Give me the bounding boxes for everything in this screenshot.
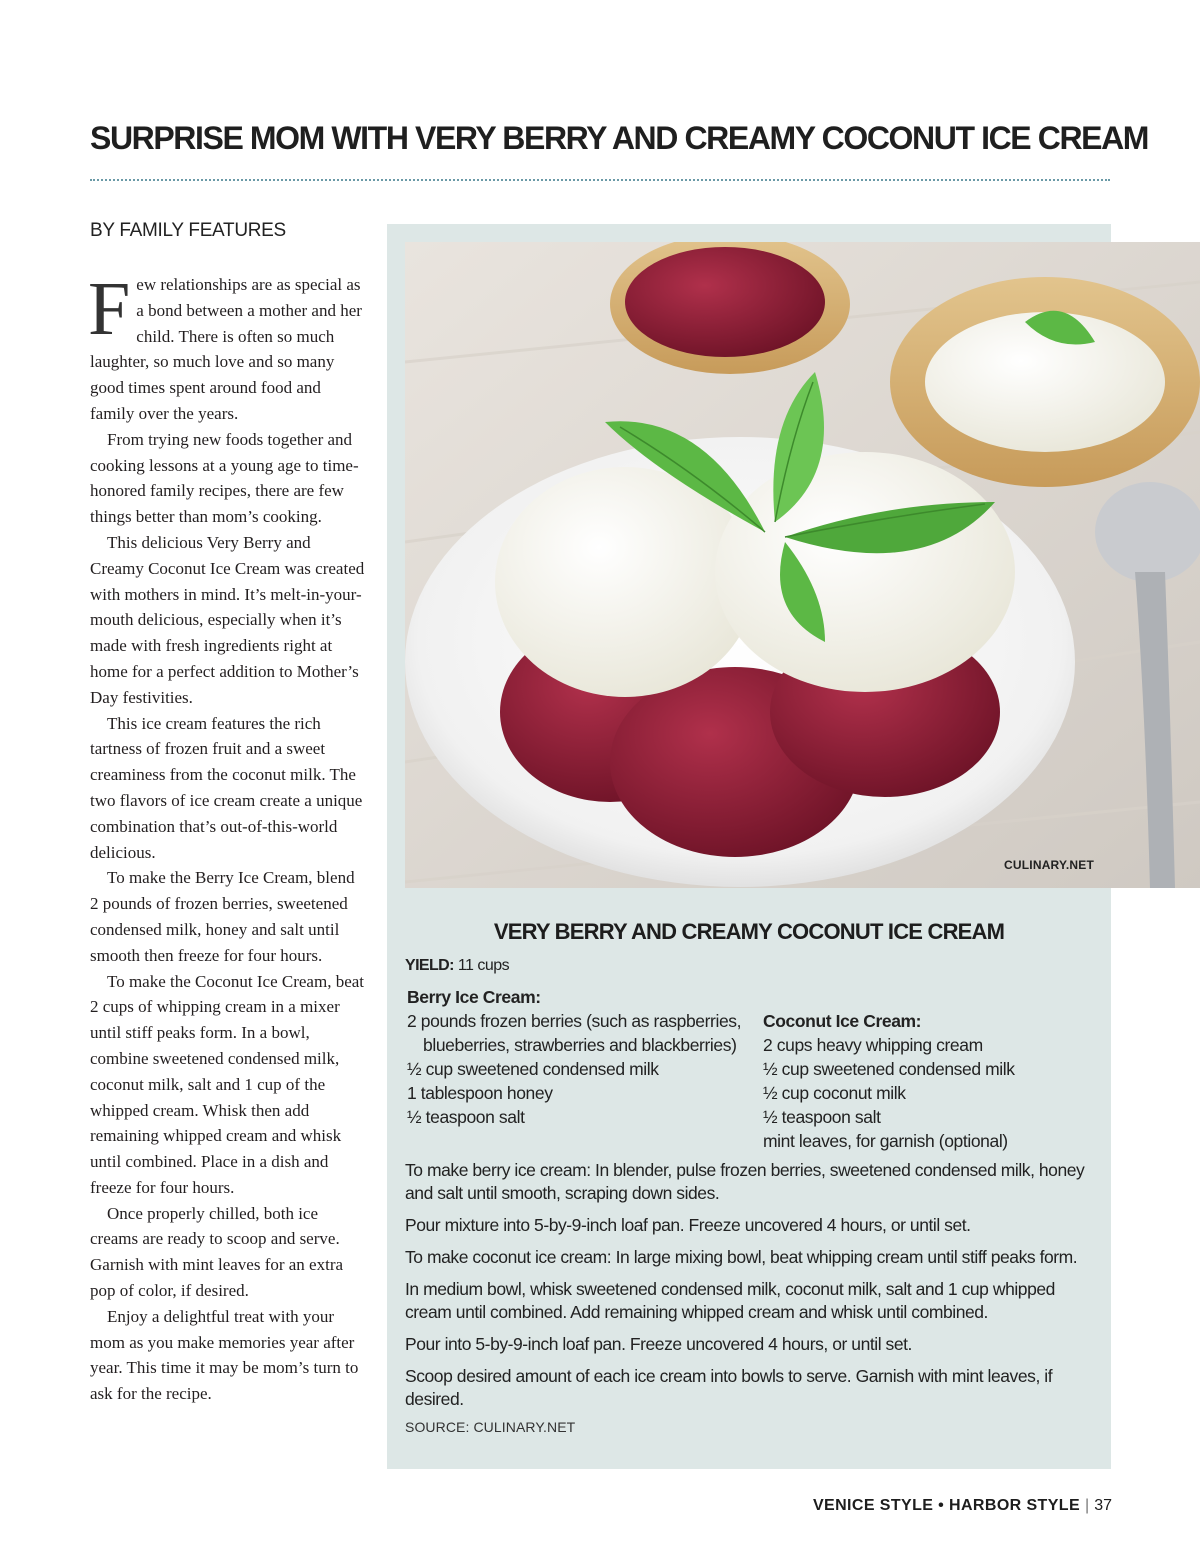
recipe-step: To make coconut ice cream: In large mixing bowl, beat whipping cream until stiff peaks form. <box>405 1247 1078 1267</box>
ingredient-item: mint leaves, for garnish (optional) <box>763 1131 1008 1151</box>
yield-value: 11 cups <box>457 957 510 974</box>
recipe-source: SOURCE: CULINARY.NET <box>405 1419 576 1435</box>
article-headline: SURPRISE MOM WITH VERY BERRY AND CREAMY COCONUT ICE CREAM <box>90 120 1149 156</box>
body-paragraph: To make the Berry Ice Cream, blend 2 pounds of frozen berries, sweetened condensed milk, honey and salt until smooth then freeze for four hours. <box>90 868 355 965</box>
byline: BY FAMILY FEATURES <box>90 220 286 241</box>
berry-heading: Berry Ice Cream: <box>407 987 541 1007</box>
recipe-title: VERY BERRY AND CREAMY COCONUT ICE CREAM <box>493 919 1005 944</box>
recipe-step: Scoop desired amount of each ice cream into bowls to serve. Garnish with mint leaves, if desired. <box>405 1366 1053 1409</box>
body-paragraph: From trying new foods together and cooking lessons at a young age to time-honored family recipes, there are few things better than mom’s cooking. <box>90 429 359 527</box>
ingredient-item: ½ cup sweetened condensed milk <box>763 1059 1015 1079</box>
coconut-ingredients <box>763 1009 1103 1153</box>
drop-cap: F <box>88 267 131 351</box>
yield-label: YIELD: <box>405 957 454 974</box>
publication-name: VENICE STYLE • HARBOR STYLE <box>812 1497 1081 1514</box>
page-folio <box>813 1497 1112 1515</box>
recipe-step: Pour into 5-by-9-inch loaf pan. Freeze uncovered 4 hours, or until set. <box>405 1334 912 1354</box>
body-paragraph: Few relationships are as special as a bond between a mother and her child. There is often so much laughter, so much love and so many good times spent around food and family over the years. <box>88 267 362 423</box>
page-number: 37 <box>1094 1497 1112 1514</box>
ingredient-item: 1 tablespoon honey <box>407 1083 553 1103</box>
ingredient-item: ½ cup sweetened condensed milk <box>407 1059 659 1079</box>
body-paragraph: This ice cream features the rich tartness of frozen fruit and a sweet creaminess from the coconut milk. The two flavors of ice cream create a unique combination that’s out-of-this-world delicious. <box>90 713 363 862</box>
recipe-yield <box>405 957 509 975</box>
photo-credit: CULINARY.NET <box>1004 858 1094 872</box>
folio-separator: | <box>1085 1497 1090 1514</box>
ingredient-item: ½ teaspoon salt <box>407 1107 525 1127</box>
ingredient-item: 2 cups heavy whipping cream <box>763 1035 983 1055</box>
headline-divider <box>90 179 1110 181</box>
ingredient-item: ½ cup coconut milk <box>763 1083 906 1103</box>
body-paragraph: Once properly chilled, both ice creams are ready to scoop and serve. Garnish with mint leaves for an extra pop of color, if desired. <box>90 1203 344 1301</box>
recipe-steps <box>405 1159 1105 1420</box>
body-paragraph: Enjoy a delightful treat with your mom as you make memories year after year. This time it may be mom’s turn to ask for the recipe. <box>90 1306 359 1404</box>
ingredient-item: ½ teaspoon salt <box>763 1107 881 1127</box>
body-paragraph: To make the Coconut Ice Cream, beat 2 cups of whipping cream in a mixer until stiff peaks form. In a bowl, combine sweetened condensed milk, coconut milk, salt and 1 cup of the whipped cream. Whisk then add remaining whipped cream and whisk until combined. Place in a dish and freeze for four hours. <box>90 971 365 1197</box>
recipe-step: Pour mixture into 5-by-9-inch loaf pan. Freeze uncovered 4 hours, or until set. <box>405 1215 971 1235</box>
ice-cream-illustration <box>405 242 1200 888</box>
article-body <box>88 267 365 1407</box>
ingredient-item: 2 pounds frozen berries (such as raspberries, blueberries, strawberries and blackberries) <box>407 1011 742 1055</box>
ice-cream-photo <box>405 242 1200 888</box>
recipe-step: To make berry ice cream: In blender, pulse frozen berries, sweetened condensed milk, honey and salt until smooth, scraping down sides. <box>405 1160 1085 1203</box>
berry-ingredients <box>407 985 747 1129</box>
recipe-step: In medium bowl, whisk sweetened condensed milk, coconut milk, salt and 1 cup whipped cream until combined. Add remaining whipped cream and whisk until combined. <box>405 1279 1055 1322</box>
body-paragraph: This delicious Very Berry and Creamy Coconut Ice Cream was created with mothers in mind. It’s melt-in-your-mouth delicious, especially when it’s made with fresh ingredients right at home for a perfect addition to Mother’s Day festivities. <box>90 532 365 707</box>
coconut-heading: Coconut Ice Cream: <box>763 1011 922 1031</box>
